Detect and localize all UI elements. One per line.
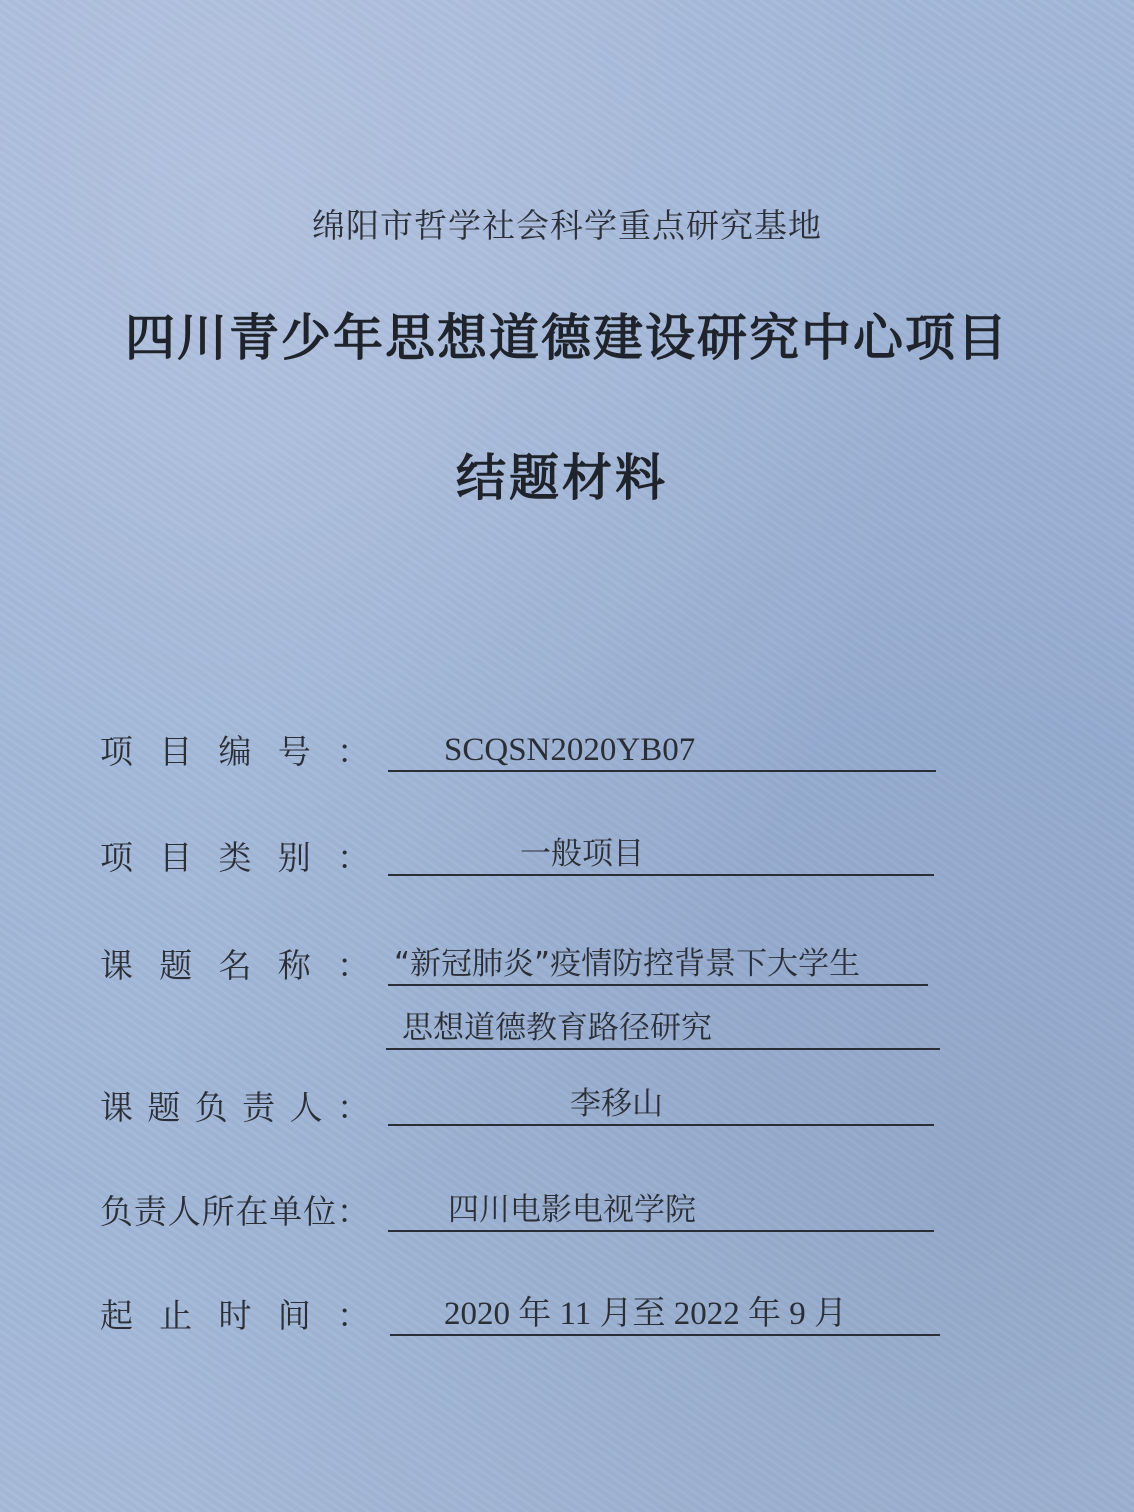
topic-name-value-line2: 思想道德教育路径研究 <box>386 1008 940 1050</box>
leader-unit-value: 四川电影电视学院 <box>388 1190 934 1232</box>
period-value: 2020 年 11 月至 2022 年 9 月 <box>390 1294 940 1336</box>
topic-name-value-line1: “新冠肺炎”疫情防控背景下大学生 <box>388 944 928 986</box>
project-category-value: 一般项目 <box>388 834 934 876</box>
institution-subtitle: 绵阳市哲学社会科学重点研究基地 <box>312 206 822 245</box>
leader-unit-label: 负 责 人 所 在 单 位 ： <box>100 1192 370 1231</box>
project-number-value: SCQSN2020YB07 <box>388 730 936 772</box>
period-label: 起 止 时 间 ： <box>100 1296 370 1335</box>
topic-leader-value: 李移山 <box>388 1084 934 1126</box>
document-title: 结题材料 <box>456 449 668 507</box>
project-number-label: 项 目 编 号 ： <box>100 732 370 771</box>
project-category-label: 项 目 类 别 ： <box>100 838 370 877</box>
topic-name-label: 课 题 名 称 ： <box>100 946 370 985</box>
topic-leader-label: 课 题 负 责 人 ： <box>100 1088 370 1127</box>
main-title: 四川青少年思想道德建设研究中心项目 <box>125 309 1009 367</box>
